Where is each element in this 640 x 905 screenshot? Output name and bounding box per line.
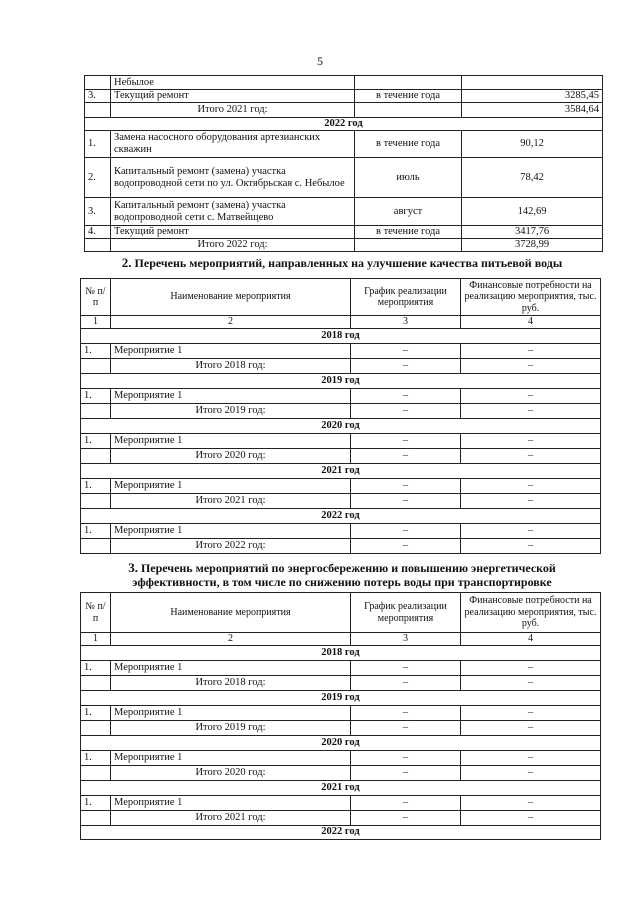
row-schedule [355,76,462,90]
row-schedule: – [351,795,461,810]
table-row [81,478,601,493]
table-row [85,239,603,252]
row-number [81,675,111,690]
row-amount: – [461,433,601,448]
row-schedule: – [351,388,461,403]
section-3-title-line1: Перечень мероприятий по энергосбережению и повышению энергетической [140,561,556,575]
row-name: Текущий ремонт [111,90,355,103]
table-row [81,720,601,735]
row-number: 2. [85,158,111,198]
col-header-number: № п/п [81,279,111,316]
row-number [81,765,111,780]
water-quality-table [80,278,601,554]
row-number [81,493,111,508]
row-amount: 90,12 [462,131,603,158]
row-number: 3. [85,90,111,103]
table-row [85,226,603,239]
table-row [81,795,601,810]
row-total-label: Итого 2022 год: [111,538,351,553]
row-total-label: Итого 2018 год: [111,358,351,373]
table-row [81,358,601,373]
row-amount: 3417,76 [462,226,603,239]
row-amount: – [461,795,601,810]
table-row [81,705,601,720]
table-row [81,388,601,403]
row-total-amount: – [461,810,601,825]
table-row [81,433,601,448]
row-total-label: Итого 2018 год: [111,675,351,690]
row-name: Мероприятие 1 [111,343,351,358]
row-schedule: – [351,765,461,780]
row-schedule: – [351,478,461,493]
row-amount: – [461,388,601,403]
row-number [81,403,111,418]
row-schedule [355,239,462,252]
row-total-amount: – [461,720,601,735]
year-header: 2020 год [81,418,601,433]
row-schedule: – [351,675,461,690]
row-amount: – [461,523,601,538]
table-row [85,103,603,118]
row-number [81,538,111,553]
col-index: 2 [111,316,351,329]
table-row [81,343,601,358]
row-schedule: – [351,448,461,463]
row-number: 1. [81,705,111,720]
row-name: Небылое [111,76,355,90]
year-header: 2021 год [81,463,601,478]
row-total-label: Итого 2021 год: [111,810,351,825]
row-schedule: – [351,358,461,373]
row-number: 1. [81,523,111,538]
table-row [85,76,603,90]
row-total-amount: – [461,448,601,463]
row-number: 3. [85,198,111,226]
row-total-amount: – [461,493,601,508]
section-2-number: 2. [121,255,132,270]
year-header: 2021 год [81,780,601,795]
row-amount: – [461,750,601,765]
table-row [85,90,603,103]
row-name: Мероприятие 1 [111,478,351,493]
row-name: Замена насосного оборудования артезианских скважин [111,131,355,158]
col-index: 3 [351,316,461,329]
row-total-label: Итого 2020 год: [111,765,351,780]
row-number: 1. [81,795,111,810]
col-header-name: Наименование мероприятия [111,279,351,316]
row-schedule: – [351,705,461,720]
row-schedule: в течение года [355,131,462,158]
row-total-label: Итого 2021 год: [111,103,355,118]
col-index: 3 [351,633,461,646]
year-header: 2020 год [81,735,601,750]
row-number [81,358,111,373]
row-name: Капитальный ремонт (замена) участка водопроводной сети по ул. Октябрьская с. Небылое [111,158,355,198]
row-schedule: август [355,198,462,226]
row-name: Мероприятие 1 [111,705,351,720]
row-schedule: – [351,343,461,358]
row-schedule: – [351,660,461,675]
row-number [81,720,111,735]
year-header: 2019 год [81,690,601,705]
row-schedule: июль [355,158,462,198]
row-total-amount: – [461,675,601,690]
row-total-amount: – [461,765,601,780]
col-index: 1 [81,633,111,646]
row-number: 1. [81,750,111,765]
col-header-schedule: График реализации мероприятия [351,279,461,316]
year-header: 2022 год [85,118,603,131]
row-total-amount: 3728,99 [462,239,603,252]
row-amount: – [461,478,601,493]
row-total-amount: – [461,538,601,553]
table-row [81,660,601,675]
row-schedule: – [351,433,461,448]
row-amount: 78,42 [462,158,603,198]
section-3-number: 3. [128,560,138,575]
row-name: Мероприятие 1 [111,750,351,765]
row-number [85,239,111,252]
row-amount: – [461,660,601,675]
table-row [81,810,601,825]
row-total-label: Итого 2019 год: [111,403,351,418]
year-header: 2022 год [81,825,601,839]
row-schedule: – [351,720,461,735]
energy-efficiency-table [80,592,601,840]
row-total-amount: – [461,358,601,373]
table-row [81,765,601,780]
row-number: 1. [85,131,111,158]
table-row [81,523,601,538]
investment-table [84,75,603,252]
row-schedule: – [351,403,461,418]
row-total-label: Итого 2022 год: [111,239,355,252]
row-total-label: Итого 2020 год: [111,448,351,463]
section-2-title: Перечень мероприятий, направленных на улучшение качества питьевой воды [134,256,563,270]
year-header: 2018 год [81,645,601,660]
row-number [85,76,111,90]
row-number: 4. [85,226,111,239]
col-index: 2 [111,633,351,646]
row-total-label: Итого 2019 год: [111,720,351,735]
row-number: 1. [81,478,111,493]
table-row [85,158,603,198]
row-schedule: – [351,750,461,765]
table-row [85,131,603,158]
row-schedule: – [351,810,461,825]
col-index: 1 [81,316,111,329]
row-name: Мероприятие 1 [111,523,351,538]
row-schedule: в течение года [355,226,462,239]
col-header-schedule: График реализации мероприятия [351,593,461,633]
row-number: 1. [81,343,111,358]
table-row [81,448,601,463]
row-name: Текущий ремонт [111,226,355,239]
row-number: 1. [81,388,111,403]
row-schedule: – [351,538,461,553]
section-2-heading [80,256,604,270]
year-header: 2022 год [81,508,601,523]
row-schedule: – [351,523,461,538]
row-name: Мероприятие 1 [111,795,351,810]
row-total-label: Итого 2021 год: [111,493,351,508]
row-number [81,810,111,825]
row-name: Капитальный ремонт (замена) участка водопроводной сети с. Матвейщево [111,198,355,226]
row-name: Мероприятие 1 [111,388,351,403]
table-row [85,198,603,226]
row-number: 1. [81,660,111,675]
row-total-amount: – [461,403,601,418]
year-header: 2018 год [81,328,601,343]
row-total-amount: 3584,64 [462,103,603,118]
row-amount: – [461,705,601,720]
row-name: Мероприятие 1 [111,660,351,675]
row-number: 1. [81,433,111,448]
row-number [85,103,111,118]
table-row [81,675,601,690]
table-row [81,493,601,508]
row-name: Мероприятие 1 [111,433,351,448]
col-index: 4 [461,316,601,329]
row-amount: – [461,343,601,358]
year-header: 2019 год [81,373,601,388]
row-schedule: в течение года [355,90,462,103]
col-header-number: № п/п [81,593,111,633]
row-schedule [355,103,462,118]
page-number: 5 [317,54,323,68]
row-amount: 3285,45 [462,90,603,103]
col-header-finance: Финансовые потребности на реализацию мероприятия, тыс. руб. [461,279,601,316]
table-row [81,403,601,418]
row-schedule: – [351,493,461,508]
col-header-finance: Финансовые потребности на реализацию мероприятия, тыс. руб. [461,593,601,633]
row-amount [462,76,603,90]
table-row [81,538,601,553]
table-row [81,750,601,765]
col-header-name: Наименование мероприятия [111,593,351,633]
section-3-title-line2: эффективности, в том числе по снижению потерь воды при транспортировке [132,575,552,589]
section-3-heading [80,561,604,589]
col-index: 4 [461,633,601,646]
row-amount: 142,69 [462,198,603,226]
row-number [81,448,111,463]
